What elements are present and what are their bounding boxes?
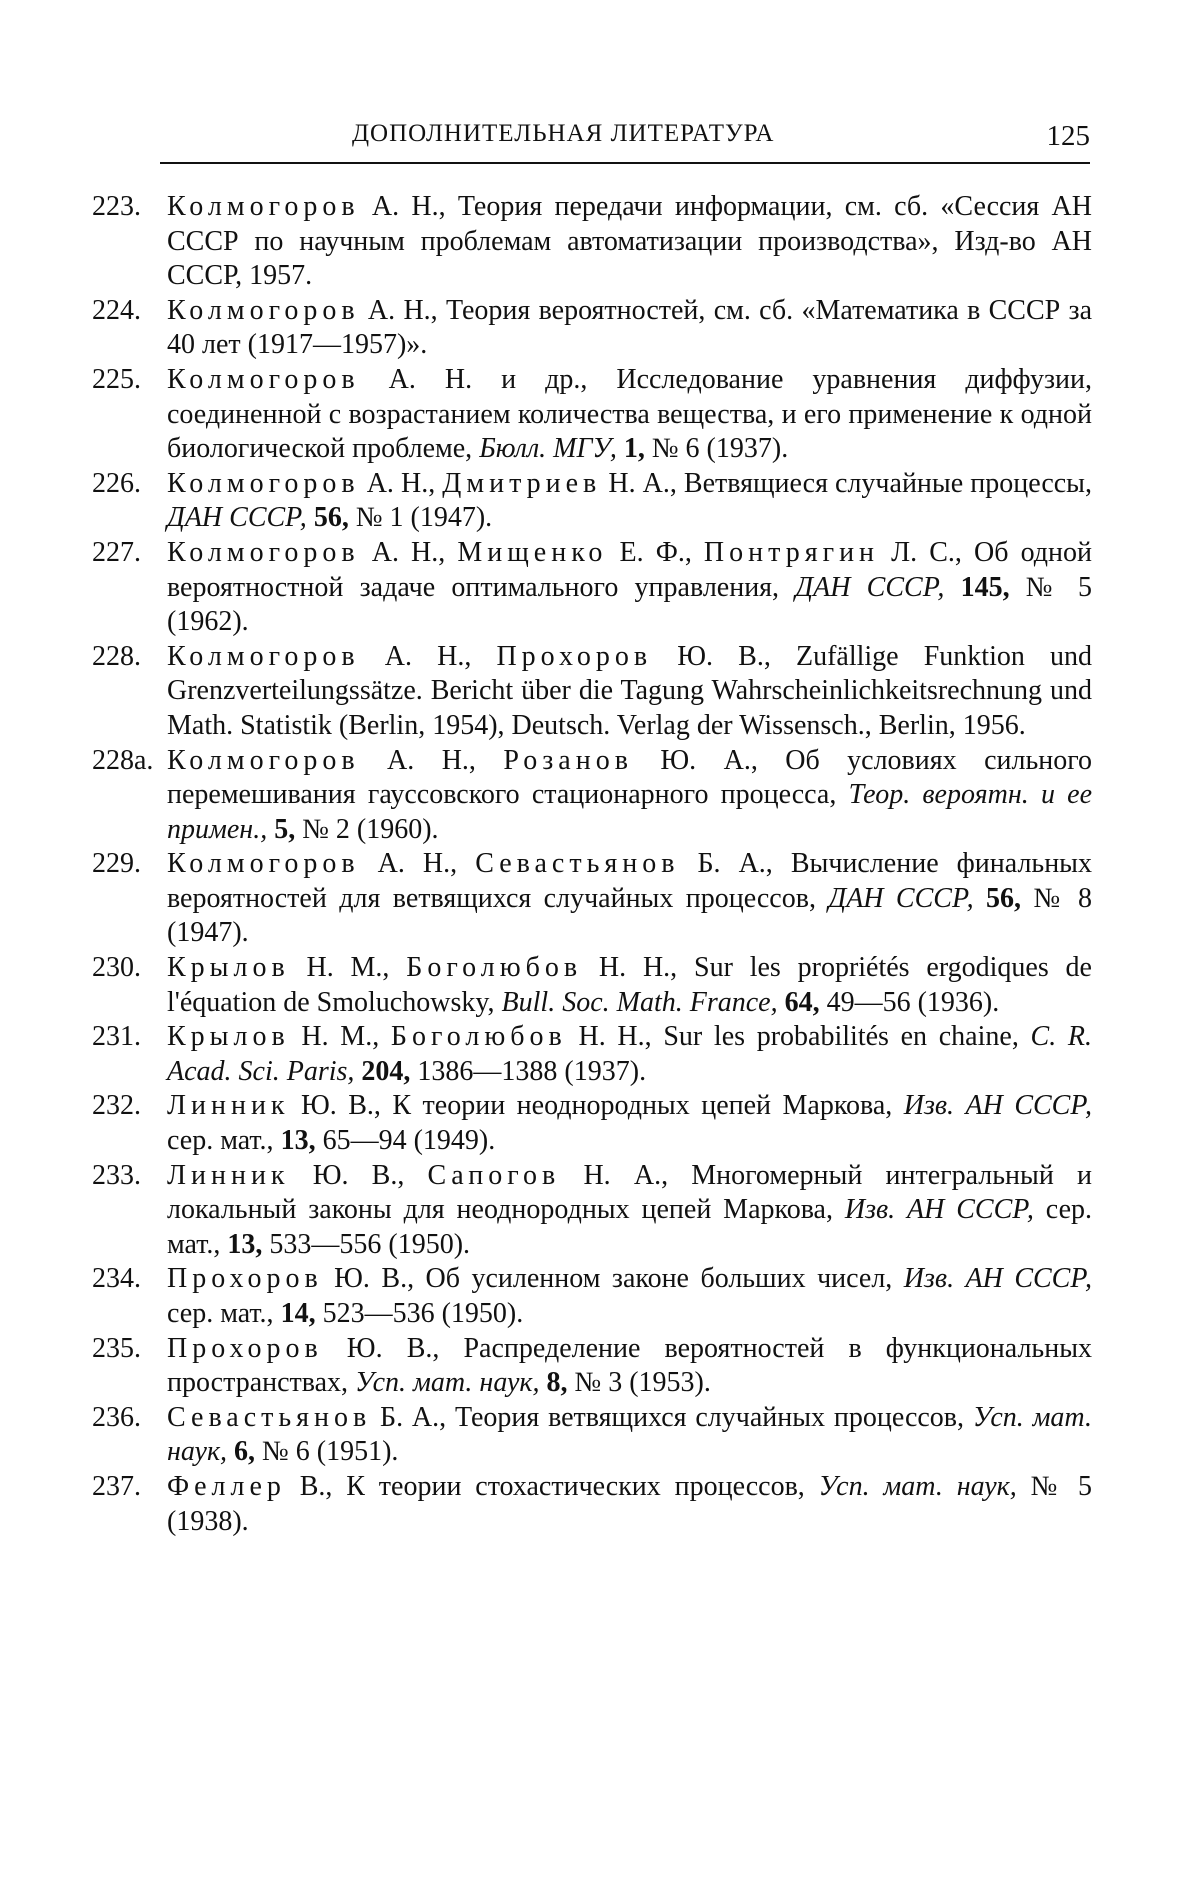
entry-text: А. Н., <box>359 848 476 880</box>
bibliography-entry <box>92 640 1092 744</box>
bibliography-entry <box>92 1401 1092 1470</box>
volume-number: 145, <box>960 571 1010 603</box>
author-name: Понтрягин <box>703 536 880 568</box>
journal-title: ДАН СССР, <box>828 882 974 914</box>
entry-text: Ю. В., Об усиленном законе больших чисел, <box>322 1263 904 1295</box>
entry-text: Л. С., Об одной вероятностной задаче оптимального управления, <box>167 536 1092 603</box>
author-name: Феллер <box>167 1470 286 1502</box>
bibliography-entry <box>92 536 1092 640</box>
volume-number: 204, <box>361 1055 411 1087</box>
bibliography-entry <box>92 1470 1092 1539</box>
entry-text: № 3 (1953). <box>567 1367 711 1399</box>
entry-number: 227. <box>92 536 141 568</box>
volume-number: 8, <box>546 1367 568 1399</box>
entry-text: Н. М., <box>289 1021 391 1053</box>
author-name: Севастьянов <box>167 1401 372 1433</box>
entry-number: 224. <box>92 294 141 326</box>
volume-number: 1, <box>623 433 645 465</box>
entry-text: Н. А., Многомерный интегральный и локальный законы для неоднородных цепей Маркова, <box>167 1159 1092 1226</box>
entry-text: Ю. В., К теории неоднородных цепей Маркова, <box>289 1090 904 1122</box>
bibliography-entry <box>92 744 1092 848</box>
author-name: Сапогов <box>427 1159 561 1191</box>
bibliography-entry <box>92 1332 1092 1401</box>
author-name: Колмогоров <box>167 536 360 568</box>
author-name: Колмогоров <box>167 467 360 499</box>
entry-number: 236. <box>92 1401 141 1433</box>
section-title: ДОПОЛНИТЕЛЬНАЯ ЛИТЕРАТУРА <box>352 120 775 147</box>
author-name: Прохоров <box>496 640 653 672</box>
journal-title: Изв. АН СССР, <box>903 1090 1092 1122</box>
bibliography-entry <box>92 1089 1092 1158</box>
entry-text: Ю. А., Об условиях сильного перемешивания гауссовского стационарного процесса, <box>167 744 1092 811</box>
entry-text: 533—556 (1950). <box>262 1228 471 1260</box>
entry-text: 1386—1388 (1937). <box>410 1055 647 1087</box>
author-name: Прохоров <box>167 1263 323 1295</box>
entry-text: Ю. В., Zufällige Funktion und Grenzverteilungssätze. Bericht über die Tagung Wahrscheinlichkeitsrechnung und Math. Statistik (Berlin, 1954), Deutsch. Verlag der Wissensch., Berlin, 1956. <box>167 640 1092 741</box>
entry-text: 49—56 (1936). <box>819 986 1000 1018</box>
entry-number: 230. <box>92 952 141 984</box>
entry-number: 226. <box>92 467 141 499</box>
entry-text <box>974 883 986 914</box>
entry-text: № 6 (1951). <box>255 1436 399 1468</box>
journal-title: Изв. АН СССР, <box>903 1263 1093 1295</box>
journal-title: ДАН СССР, <box>167 502 307 534</box>
entry-text: 523—536 (1950). <box>315 1298 524 1329</box>
entry-text: А. Н., Теория вероятностей, см. сб. «Математика в СССР за 40 лет (1917—1957)». <box>167 294 1092 361</box>
volume-number: 56, <box>313 502 349 534</box>
entry-text: А. Н., <box>359 536 458 568</box>
journal-title: Усп. мат. наук, <box>355 1367 540 1399</box>
entry-number: 234. <box>92 1263 141 1295</box>
bibliography-entry <box>92 363 1092 467</box>
entry-text <box>944 572 960 603</box>
entry-text: Н. А., Ветвящиеся случайные процессы, <box>601 467 1092 499</box>
author-name: Колмогоров <box>167 363 360 395</box>
journal-title: Изв. АН СССР, <box>844 1194 1034 1226</box>
entry-number: 231. <box>92 1021 141 1053</box>
entry-text: № 5 (1938). <box>167 1470 1092 1537</box>
author-name: Колмогоров <box>167 294 360 326</box>
entry-text: Б. А., Теория ветвящихся случайных процессов, <box>371 1401 973 1433</box>
journal-title: Bull. Soc. Math. France, <box>501 986 778 1018</box>
entry-number: 233. <box>92 1159 141 1191</box>
bibliography-list <box>92 190 1092 1539</box>
entry-text: А. Н., <box>359 744 504 776</box>
author-name: Крылов <box>167 1021 290 1053</box>
author-name: Колмогоров <box>167 640 360 672</box>
volume-number: 13, <box>227 1228 263 1260</box>
volume-number: 5, <box>274 813 296 845</box>
volume-number: 13, <box>280 1125 316 1157</box>
entry-text: сер. мат., <box>167 1125 281 1157</box>
volume-number: 56, <box>986 882 1022 914</box>
entry-text: № 6 (1937). <box>644 433 789 465</box>
bibliography-entry <box>92 1159 1092 1263</box>
journal-title: Бюлл. МГУ, <box>479 433 617 465</box>
entry-text: № 2 (1960). <box>295 813 439 845</box>
running-header <box>160 112 1090 164</box>
entry-text: Б. А., Вычисление финальных вероятностей для ветвящихся случайных процессов, <box>167 848 1092 914</box>
journal-title: ДАН СССР, <box>795 571 945 603</box>
entry-text: Ю. В., <box>289 1159 428 1191</box>
author-name: Розанов <box>503 744 633 776</box>
entry-text: А. Н., <box>359 640 497 672</box>
entry-number: 235. <box>92 1332 141 1364</box>
entry-text: Н. Н., Sur les probabilités en chaine, <box>566 1021 1031 1053</box>
entry-text <box>617 433 624 464</box>
entry-text: № 8 (1947). <box>167 882 1093 949</box>
journal-title: Усп. мат. наук, <box>167 1401 1092 1468</box>
volume-number: 64, <box>784 986 820 1018</box>
entry-text: Ю. В., Распределение вероятностей в функциональных пространствах, <box>167 1332 1092 1399</box>
entry-text: А. Н. и др., Исследование уравнения диффузии, соединенной с возрастанием количества вещества, и его применение к одной биологической проблеме, <box>167 363 1092 465</box>
entry-text: Н. Н., Sur les propriétés ergodiques de l'équation de Smoluchowsky, <box>167 952 1092 1018</box>
author-name: Севастьянов <box>475 848 680 880</box>
bibliography-entry <box>92 190 1092 294</box>
volume-number: 14, <box>280 1298 316 1329</box>
author-name: Колмогоров <box>167 191 360 222</box>
author-name: Линник <box>167 1090 290 1122</box>
journal-title: Теор. вероятн. и ее примен., <box>167 779 1092 845</box>
entry-text: сер. мат., <box>167 1194 1092 1260</box>
journal-title: C. R. Acad. Sci. Paris, <box>167 1021 1093 1087</box>
bibliography-entry <box>92 1262 1092 1331</box>
bibliography-entry <box>92 467 1092 536</box>
bibliography-entry <box>92 951 1092 1020</box>
entry-text: А. Н., Теория передачи информации, см. сб. «Сессия АН СССР по научным проблемам автоматизации производства», Изд-во АН СССР, 1957. <box>167 191 1092 292</box>
bibliography-entry <box>92 847 1092 951</box>
entry-number: 232. <box>92 1090 141 1122</box>
author-name: Крылов <box>167 952 290 984</box>
entry-number: 237. <box>92 1470 141 1502</box>
entry-text <box>227 1436 234 1467</box>
entry-text: 65—94 (1949). <box>315 1125 496 1157</box>
bibliography-entry <box>92 294 1092 363</box>
entry-number: 228. <box>92 640 141 672</box>
entry-text: А. Н., <box>359 467 443 499</box>
author-name: Мищенко <box>457 536 608 568</box>
entry-text: сер. мат., <box>167 1298 281 1329</box>
entry-number: 225. <box>92 363 141 395</box>
entry-number: 228а. <box>92 744 154 776</box>
entry-text: В., К теории стохастических процессов, <box>285 1470 819 1502</box>
author-name: Колмогоров <box>167 744 360 776</box>
volume-number: 6, <box>234 1436 256 1468</box>
journal-title: Усп. мат. наук, <box>818 1470 1017 1502</box>
entry-text <box>307 502 314 533</box>
author-name: Боголюбов <box>406 952 583 984</box>
entry-text: № 1 (1947). <box>348 502 493 534</box>
author-name: Колмогоров <box>167 848 360 880</box>
author-name: Прохоров <box>167 1332 323 1364</box>
entry-number: 229. <box>92 848 141 880</box>
entry-text: Н. М., <box>289 952 407 984</box>
entry-text: № 5 (1962). <box>167 571 1092 638</box>
entry-text <box>778 987 785 1018</box>
entry-text: Е. Ф., <box>607 536 704 568</box>
author-name: Линник <box>167 1159 290 1191</box>
author-name: Боголюбов <box>390 1021 567 1053</box>
bibliography-entry <box>92 1020 1092 1089</box>
author-name: Дмитриев <box>442 467 602 499</box>
page-number: 125 <box>1046 120 1090 152</box>
entry-number: 223. <box>92 191 141 222</box>
